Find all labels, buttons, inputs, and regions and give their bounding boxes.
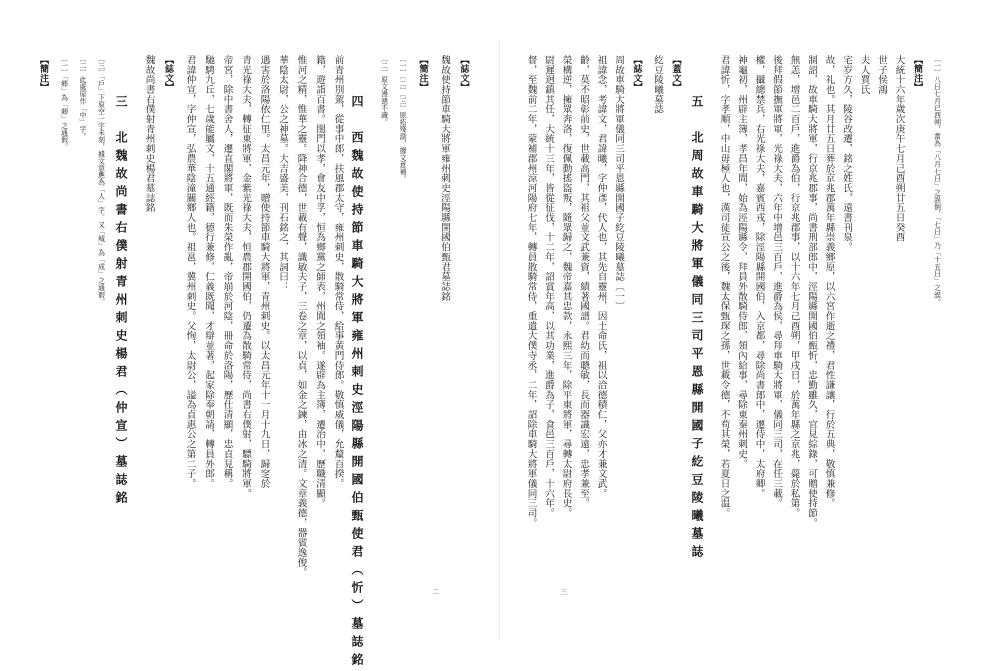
text-column: 君諱忻，字孝順，中山毋極人也，漢司徒宣公之後，魏太保甄琛之孫，世載令德，不苟其榮，若夏日之温。 — [718, 55, 730, 518]
section-label: 【簡注】 — [912, 55, 922, 92]
right-page — [525, 55, 950, 615]
text-column: 前青州別駕，從事中郎，扶風郡太守，雍州刺史，散騎常侍，給事黃門侍郎。敬慎威儀，允釐百揆。 — [332, 55, 344, 489]
annotation-line: 〔一〕八日七月已西朔，當為「八月七日」之誤倒，「七日」乃「十五日」之誤。 — [932, 55, 941, 306]
text-column: 後拜假節撫軍將軍，光祿大夫，六年中增邑三百戶，進爵為侯，尋拜車騎大將軍，儀同三司，在任三載。 — [771, 55, 782, 509]
text-column: 故，礼也。其月廿五日葬於京兆郡萬年縣崇義鄉原，以六宮作逝之禮，君性謙讓，行於五典，敬慎兼修。 — [823, 55, 835, 509]
annotation-line: 〔一〕〔二〕〔三〕原拓殘泐，據文意補。 — [398, 55, 406, 183]
section-heading: 五 北周故車騎大將軍儀同三司平恩縣開國子紇豆陵曦墓誌 — [690, 95, 704, 563]
text-column: 華陰太尉，公之神墓。大吉盛美，刊石銘之，其詞曰： — [277, 55, 288, 292]
text-column: 魏故使持節車騎大將軍雍州刺史涇陽縣開國伯甄君墓誌銘 — [439, 55, 450, 302]
text-column: 無恙，增邑二百戶，進爵為伯，行京兆郡事，以十六年七月己酉朔，甲戌日，於萬年縣之京兆，薨於私第。 — [788, 55, 800, 518]
section-label: 【簡注】 — [38, 55, 48, 92]
section-label: 【誌文】 — [631, 55, 642, 92]
text-column: 祖諱念，考諱文，君諱曦，字仲彥，代人也，其先自靈州，因土命氏，祖以洽德積仁，父亦才兼文武。 — [595, 55, 607, 499]
text-column: 惟河之精，惟華之靈。降神合德，世載有聲，識敏夫子，三卷之章，以貞，如金之鍊，由冰之清。文章義德，器賓逸俊。 — [295, 55, 307, 578]
annotation-line: 〔一〕「鄉」為「卿」之通假。 — [59, 55, 68, 151]
text-column: 制詔，故車騎大將軍，行京兆郡事，尚書刑部郎中，涇陽縣開國伯甄忻，忠勤雖久，官見綜錄，可贈使持節。 — [806, 55, 817, 528]
annotation-line: 〔二〕此處原作「中」字。 — [78, 55, 86, 140]
text-column: 夫人賈氏 — [858, 55, 870, 95]
text-column: 馳騁九丘，七歲能屬文，十五通經籍，德行兼修，仁義既聞，才辯並著，起家除奉朝請，轉員外郎。 — [203, 55, 214, 489]
annotation-line: 〔二〕原文漫漶不識。 — [379, 55, 388, 126]
annotation-line: 〔三〕「戶」下原空一字未刻，據文意應為「人」字。又「城」為「成」之通假。 — [96, 55, 105, 306]
text-column: 遇害於洛陽依仁里。太昌元年，贈使持節車騎大將軍，青州刺史。以太昌元年十一月十九日，歸窆於 — [258, 55, 270, 489]
text-column: 大統十六年歲次庚午七月己酉朔廿五日癸酉 — [893, 55, 905, 243]
text-column: 紇豆陵曦墓誌 — [652, 55, 663, 115]
text-column: 督，至魏前二年，蒙補郡州涼河陽府七年，轉員散騎常侍，重遣大僕寺丞，二年，詔除車騎大將軍儀同三司。 — [525, 55, 537, 528]
text-column: 宅岁方久，陵谷改遷，銘之姓氏，遠書刊泉。 — [841, 55, 852, 252]
text-column: 神龜初，州辟主簿，孝昌年間，始為涇陽縣令，拜員外散騎侍郎，領內給事，尋除東秦州刺史。 — [736, 55, 747, 469]
text-column: 榮構逆，擁眾奔洛，復佩動搖盜叛，隨眾歸之，魏帝嘉其忠款，永熙三年，除平東將軍，尋轉太尉府長史。 — [560, 55, 572, 518]
text-column: 籍，遊詣百書。閨門以孝，會友中孚，恒為鄉黨之師表，州閭之領袖。遂辟為主簿，遷治中，歷職清顯。 — [314, 55, 325, 509]
page-number: 二 — [432, 588, 439, 596]
text-column: 周故車騎大將軍儀同三司平恩縣開國子紇豆陵曦墓誌〔一〕 — [613, 55, 624, 312]
text-column: 世子侯鴻 — [876, 55, 887, 95]
section-heading: 三 北魏故尚書右僕射青州刺史楊君（仲宣）墓誌銘 — [114, 95, 128, 509]
section-label: 【誌文】 — [458, 55, 469, 92]
section-label: 【簡注】 — [417, 55, 428, 92]
text-column: 魏故尚書右僕射青州刺史楊君墓誌銘 — [143, 55, 155, 213]
section-heading: 四 西魏故使持節車騎大將軍雍州刺史涇陽縣開國伯甄使君（忻）墓誌銘 — [350, 95, 364, 671]
page-number: 三 — [560, 588, 567, 596]
text-column: 君諱仲宣，字仲宣，弘農華陰潼關鄉人也。祖邕，冀州刺史。父恂，太尉公，謚為貞惠公之第二子。 — [184, 55, 196, 489]
text-column: 帝宮，除中書舍人，遷直閣將軍，既而朱榮作亂，帝崩於河陰，冊命於洛陽，歷仕清顯，忠貞見稱。 — [221, 55, 233, 489]
text-column: 齡，莫不昭彰前史，世載高門，其祖父並文武兼資，績著國譜。君幼而聰敏，長而器識宏遠，忠孝兼至。 — [578, 55, 589, 509]
text-column: 尉遲迥鎮其任，大統十三年，皆從征伐，十二年，詔賞年高，以其功業，進爵為子，食邑三百戶，十六年。 — [543, 55, 554, 518]
text-column: 青光祿大夫，轉征東將軍，金紫光祿大夫，恒農郡開國伯，仍遷為散騎常侍，尚書右僕射，驃騎將軍。 — [240, 55, 251, 499]
section-label: 【誌文】 — [163, 55, 173, 92]
section-label: 【蓋文】 — [670, 55, 681, 92]
page-gutter — [499, 40, 500, 640]
left-page — [38, 55, 480, 671]
text-column: 權，攝總禁兵，右光祿大夫，嘉賓西戎，除涇陽縣開國伯，入京都，尋除尚書郎中，遷侍中，太府卿。 — [753, 55, 765, 499]
